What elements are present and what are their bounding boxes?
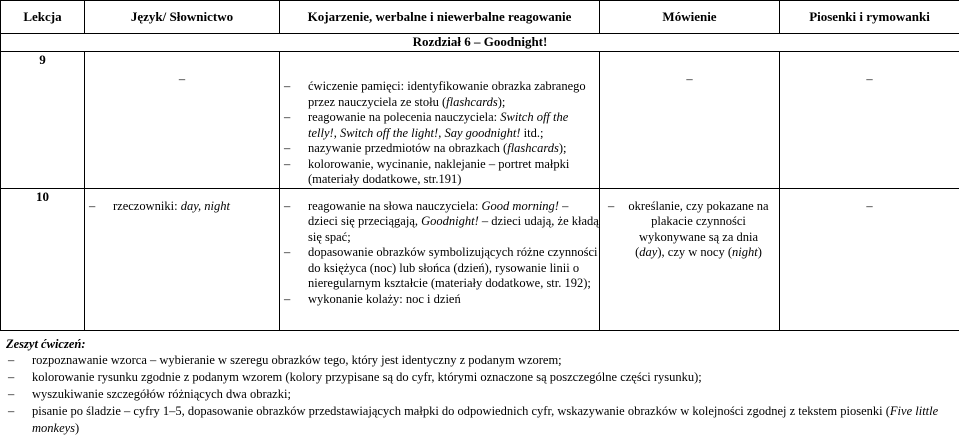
mowienie-text: – określanie, czy pokazane na plakacie czynności wykonywane są za dnia (day), czy w nocy (night): [608, 198, 769, 259]
list-item: – pisanie po śladzie – cyfry 1–5, dopasowanie obrazków przedstawiających małpki do odpowiednich cyfr, wskazywanie obrazków w kolejności zgodnej z tekstem piosenki (Five little monkeys): [0, 403, 959, 437]
list-item: – rozpoznawanie wzorca – wybieranie w szeregu obrazków tego, który jest identyczny z podanym wzorem;: [0, 352, 959, 369]
list-item: – kolorowanie rysunku zgodnie z podanym wzorem (kolory przypisane są do cyfr, którymi oznaczone są poszczególne części rysunku);: [0, 369, 959, 386]
chapter-title: Rozdział 6 – Goodnight!: [1, 34, 959, 52]
list-item: – wykonanie kolaży: noc i dzień: [280, 292, 599, 308]
lesson-number: 9: [1, 52, 85, 189]
list-item: – kolorowanie, wycinanie, naklejanie – portret małpki (materiały dodatkowe, str.191): [280, 157, 599, 188]
mowienie-cell: [600, 188, 780, 330]
kojarzenie-cell: [280, 52, 600, 189]
workbook-section: [0, 336, 959, 437]
lesson-row-9: [1, 52, 959, 189]
jezyk-cell: [85, 52, 280, 189]
header-row: [1, 1, 959, 34]
list-item: – ćwiczenie pamięci: identyfikowanie obrazka zabranego przez nauczyciela ze stołu (flashcards);: [280, 79, 599, 110]
piosenki-cell: [780, 52, 959, 189]
mowienie-cell: [600, 52, 780, 189]
header-lekcja: Lekcja: [1, 1, 85, 34]
dash: –: [178, 72, 186, 86]
header-kojarzenie: Kojarzenie, werbalne i niewerbalne reagowanie: [280, 1, 600, 34]
header-jezyk: Język/ Słownictwo: [85, 1, 280, 34]
list-item: – dopasowanie obrazków symbolizujących różne czynności do księżyca (noc) lub słońca (dzień), rysowanie linii o nieregularnym kształcie (materiały dodatkowe, str. 192);: [280, 245, 599, 292]
piosenki-cell: [780, 188, 959, 330]
kojarzenie-cell: [280, 188, 600, 330]
lesson-row-10: [1, 188, 959, 330]
lesson-number: 10: [1, 188, 85, 330]
header-piosenki: Piosenki i rymowanki: [780, 1, 959, 34]
workbook-title: Zeszyt ćwiczeń:: [6, 337, 86, 351]
dash: –: [866, 198, 873, 213]
list-item: – rzeczowniki: day, night: [85, 199, 279, 215]
list-item: – wyszukiwanie szczegółów różniących dwa obrazki;: [0, 386, 959, 403]
dash: –: [686, 72, 693, 86]
jezyk-cell: [85, 188, 280, 330]
list-item: – reagowanie na polecenia nauczyciela: Switch off the telly!, Switch off the light!, Say goodnight! itd.;: [280, 110, 599, 141]
chapter-row: [1, 34, 959, 52]
list-item: – nazywanie przedmiotów na obrazkach (flashcards);: [280, 141, 599, 157]
header-mowienie: Mówienie: [600, 1, 780, 34]
dash: –: [866, 72, 873, 86]
list-item: – reagowanie na słowa nauczyciela: Good morning! – dzieci się przeciągają, Goodnight! – dzieci udają, że kładą się spać;: [280, 199, 599, 246]
workbook-list: [0, 352, 959, 437]
